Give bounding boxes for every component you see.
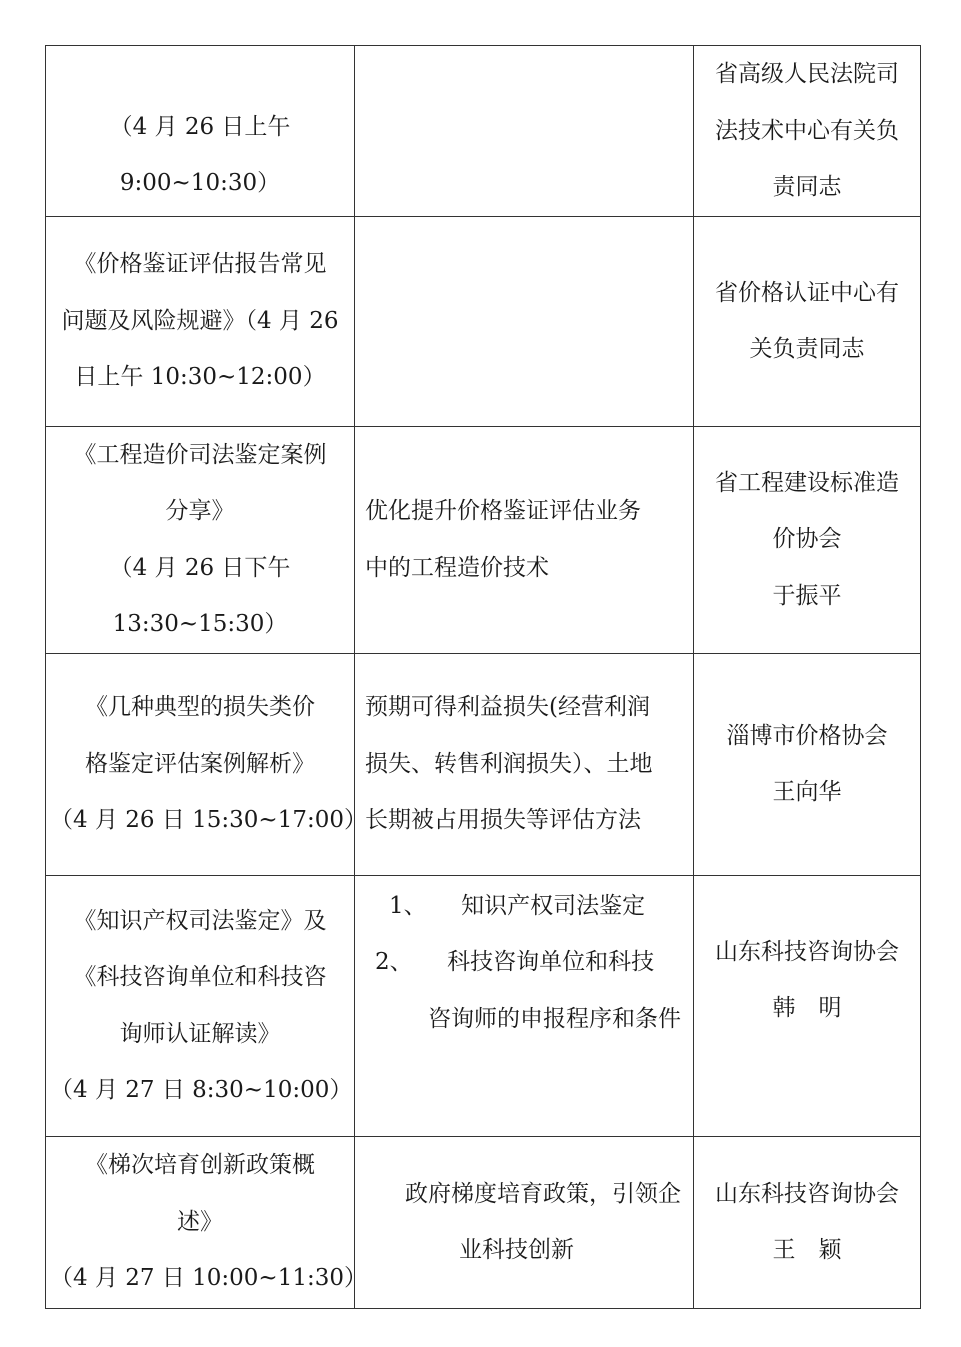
- speaker-line: 关负责同志: [749, 336, 865, 362]
- topic-line: 《价格鉴证评估报告常见: [73, 251, 327, 278]
- content-line: 1、 知识产权司法鉴定: [389, 892, 646, 919]
- topic-cell: [46, 653, 367, 875]
- content-cell: [355, 46, 694, 217]
- content-line: 损失、转售利润损失）、土地: [365, 750, 653, 777]
- topic-line: 《知识产权司法鉴定》及: [73, 907, 327, 934]
- topic-line: （4 月 27 日 10:00~11:30）: [50, 1265, 367, 1292]
- topic-line: 《科技咨询单位和科技咨: [73, 964, 327, 990]
- schedule-table: [45, 45, 921, 1309]
- speaker-line: 法技术中心有关负: [715, 117, 899, 144]
- topic-line: （4 月 26 日上午: [109, 113, 291, 140]
- topic-cell: [46, 1136, 367, 1308]
- speaker-line: 淄博市价格协会: [726, 722, 888, 749]
- content-cell: [355, 653, 694, 875]
- speaker-cell: [694, 46, 921, 217]
- content-line: 预期可得利益损失(经营利润: [365, 694, 650, 721]
- topic-cell: [46, 216, 355, 426]
- speaker-line: 省高级人民法院司: [715, 61, 899, 87]
- content-cell: [355, 1136, 694, 1308]
- topic-line: 问题及风险规避》（4 月 26: [61, 307, 339, 334]
- topic-line: 《几种典型的损失类价: [85, 694, 315, 721]
- content-line: 长期被占用损失等评估方法: [365, 807, 641, 834]
- topic-line: （4 月 26 日 15:30~17:00）: [50, 807, 367, 834]
- content-line: 中的工程造价技术: [365, 554, 549, 581]
- topic-line: 分享》: [165, 498, 235, 524]
- speaker-cell: [694, 653, 921, 875]
- content-line: 政府梯度培育政策，引领企: [405, 1180, 681, 1207]
- speaker-line: 于振平: [772, 582, 842, 609]
- speaker-line: 价协会: [772, 526, 842, 553]
- table-row: [46, 216, 921, 426]
- content-line: 业科技创新: [459, 1237, 574, 1263]
- topic-cell: [46, 875, 355, 1136]
- speaker-cell: [694, 1136, 921, 1308]
- speaker-line: 山东科技咨询协会: [715, 938, 899, 965]
- speaker-line: 责同志: [772, 174, 842, 200]
- speaker-line: 省工程建设标准造: [715, 469, 899, 496]
- topic-line: 述》: [177, 1208, 223, 1235]
- topic-line: （4 月 27 日 8:30~10:00）: [50, 1077, 353, 1103]
- topic-cell: [46, 46, 355, 217]
- topic-line: 日上午 10:30~12:00）: [74, 364, 326, 391]
- speaker-cell: [694, 216, 921, 426]
- speaker-line: 省价格认证中心有: [715, 279, 899, 306]
- table-row: [46, 46, 921, 217]
- content-line: 咨询师的申报程序和条件: [428, 1005, 681, 1032]
- topic-line: （4 月 26 日下午: [109, 554, 291, 581]
- speaker-line: 王 颖: [772, 1237, 842, 1263]
- speaker-cell: [694, 875, 921, 1136]
- table-row: [46, 1136, 921, 1308]
- content-line: 2、 科技咨询单位和科技: [375, 949, 655, 975]
- topic-line: 询师认证解读》: [119, 1020, 281, 1047]
- content-line: 优化提升价格鉴证评估业务: [365, 498, 641, 524]
- table-row: [46, 426, 921, 653]
- topic-line: 9:00~10:30）: [119, 170, 281, 196]
- content-cell: [355, 426, 694, 653]
- table-row: [46, 653, 921, 875]
- content-cell: [355, 875, 694, 1136]
- speaker-cell: [694, 426, 921, 653]
- content-cell: [355, 216, 694, 426]
- speaker-line: 王向华: [772, 779, 842, 805]
- topic-line: 13:30~15:30）: [112, 611, 288, 637]
- topic-cell: [46, 426, 355, 653]
- topic-line: 格鉴定评估案例解析》: [85, 750, 315, 777]
- topic-line: 《梯次培育创新政策概: [85, 1152, 315, 1179]
- topic-line: 《工程造价司法鉴定案例: [73, 441, 327, 468]
- speaker-line: 韩 明: [772, 995, 842, 1021]
- speaker-line: 山东科技咨询协会: [715, 1180, 899, 1207]
- table-row: [46, 875, 921, 1136]
